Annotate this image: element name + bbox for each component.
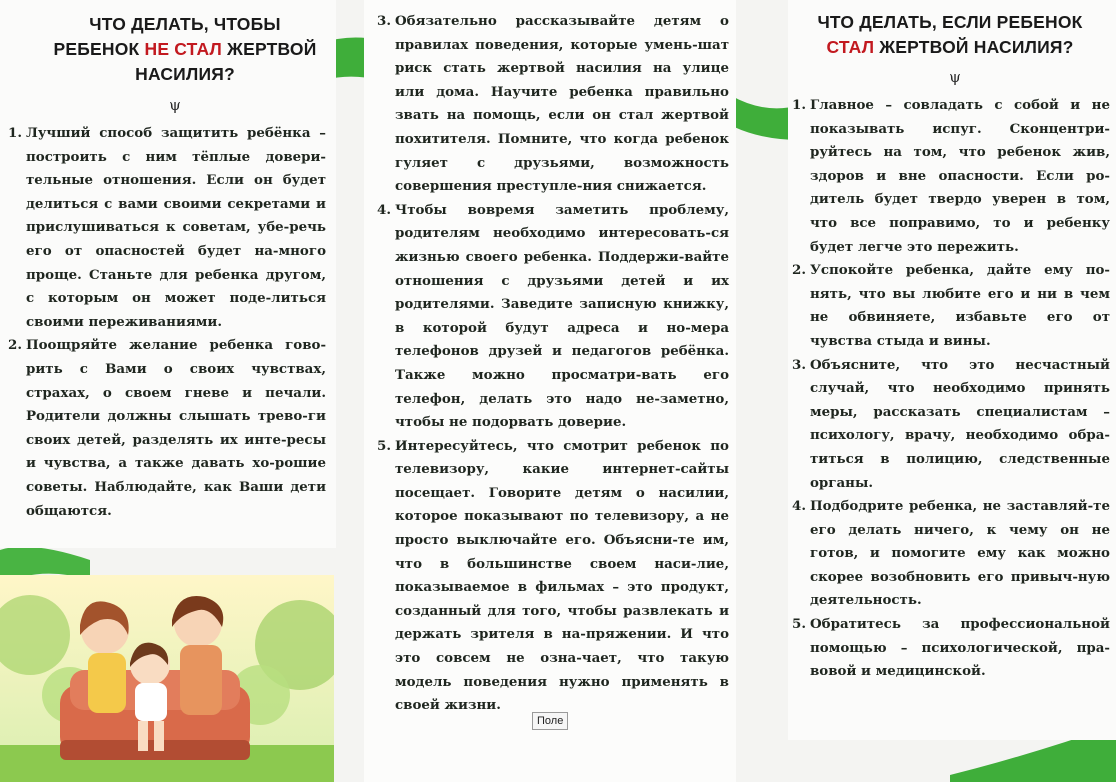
list-item-text: Обязательно рассказывайте детям о правилах поведения, которые умень-шат риск стать жертвой насилия на улице или дома. Научите ребенка правильно звать на помощь, если он стал жертвой похитителя. Помните, что когда ребенок гуляет с друзьями, возможность совершения преступле-ния снижается. [394,13,729,195]
list-item-text: Интересуйтесь, что смотрит ребенок по телевизору, какие интернет-сайты посещает. Говорите детям о насилии, которое показывают по телевизору, а не просто выключайте его. Объясни-те им, что в большинстве своем наси-лие, показываемое в фильмах – это продукт, созданный для того, чтобы развлекать и держать зрителя в на-пряжении. И что это совсем не озна-чает, что такую модель поведения нужно применять в своей жизни. [394,437,729,714]
right-heading [800,10,1100,60]
right-list [792,94,1110,684]
psi-symbol-right: ψ [949,68,961,86]
list-item-text: Успокойте ребенка, дайте ему по-нять, что вы любите его и ни в чем не обвиняете, избавьте его от чувства стыда и вины. [809,262,1110,349]
left-heading-line2-pre: РЕБЕНОК [53,39,145,59]
list-item [377,10,729,199]
list-item-number: 4. [792,498,806,515]
list-item-text: Поощряйте желание ребенка гово-рить с Вами о своих чувствах, страхах, о своем гневе и печали. Родители должны слышать трево-ги своих детей, разделять их инте-ресы и чувства, а также давать хо-рошие советы. Наблюдайте, как Ваши дети общаются. [25,337,326,519]
list-item-text: Главное – совладать с собой и не показывать испуг. Сконцентри-руйтесь на том, что ребенок жив, здоров и вне опасности. Если ро-дитель будет твердо уверен в том, что все поправимо, то и ребенку будет легче это пережить. [809,97,1110,255]
list-item [792,94,1110,259]
list-item-text: Лучший способ защитить ребёнка – построить с ним тёплые довери-тельные отношения. Если он будет делиться с вами своими секретами и прислушиваться к советам, убе-речь его от опасностей будет на-много проще. Станьте для ребенка другом, с которым он может поде-литься своими переживаниями. [25,125,326,330]
list-item-number: 4. [377,201,391,218]
list-item-number: 3. [377,13,391,29]
list-item-text: Чтобы вовремя заметить проблему, родителям необходимо интересовать-ся жизнью своего ребенка. Поддержи-вайте отношения с друзьями детей и их родителями. Заведите записную книжку, в которой будут адреса и но-мера телефонов друзей и педагогов ребёнка. Также можно просматри-вать его телефон, делать это надо не-заметно, чтобы не подорвать доверие. [394,201,729,431]
list-item-number: 2. [8,337,22,354]
right-heading-line1: ЧТО ДЕЛАТЬ, ЕСЛИ РЕБЕНОК [817,12,1083,32]
list-item-number: 1. [792,97,806,113]
left-heading-line1: ЧТО ДЕЛАТЬ, ЧТОБЫ [89,14,281,34]
left-heading-red-text: НЕ СТАЛ [144,39,222,59]
list-item-number: 5. [377,437,391,454]
list-item [377,435,729,718]
left-heading-line2-post: ЖЕРТВОЙ [222,39,317,59]
list-item-text: Объясните, что это несчастный случай, что необходимо принять меры, рассказать специалистам – психологу, врачу, необходимо обра-титься в полицию, следственные органы. [809,356,1110,491]
list-item [792,495,1110,613]
right-heading-line2-post: ЖЕРТВОЙ НАСИЛИЯ? [874,37,1074,57]
list-item-number: 1. [8,125,22,141]
list-item [792,613,1110,684]
list-item [792,354,1110,496]
left-list [8,122,326,523]
list-item-text: Обратитесь за профессиональной помощью – психологической, пра-вовой и медицинской. [809,616,1110,680]
list-item-number: 2. [792,262,806,279]
list-item [377,199,729,435]
list-item [8,334,326,523]
left-heading-line3: НАСИЛИЯ? [135,64,235,84]
right-heading-line2 [800,35,1100,60]
list-item-text: Подбодрите ребенка, не заставляй-те его делать ничего, к чему он не готов, и помогите ему как можно скорее возобновить его привыч-ную деятельность. [809,498,1110,609]
left-heading [40,12,330,87]
family-illustration [0,575,334,782]
list-item-number: 3. [792,356,806,373]
left-heading-line2 [40,37,330,62]
list-item [792,259,1110,353]
psi-symbol-left: ψ [169,96,181,114]
right-heading-red-text: СТАЛ [826,37,875,57]
field-tooltip: Поле [532,712,568,730]
list-item [8,122,326,334]
list-item-number: 5. [792,616,806,633]
middle-list [377,10,729,718]
